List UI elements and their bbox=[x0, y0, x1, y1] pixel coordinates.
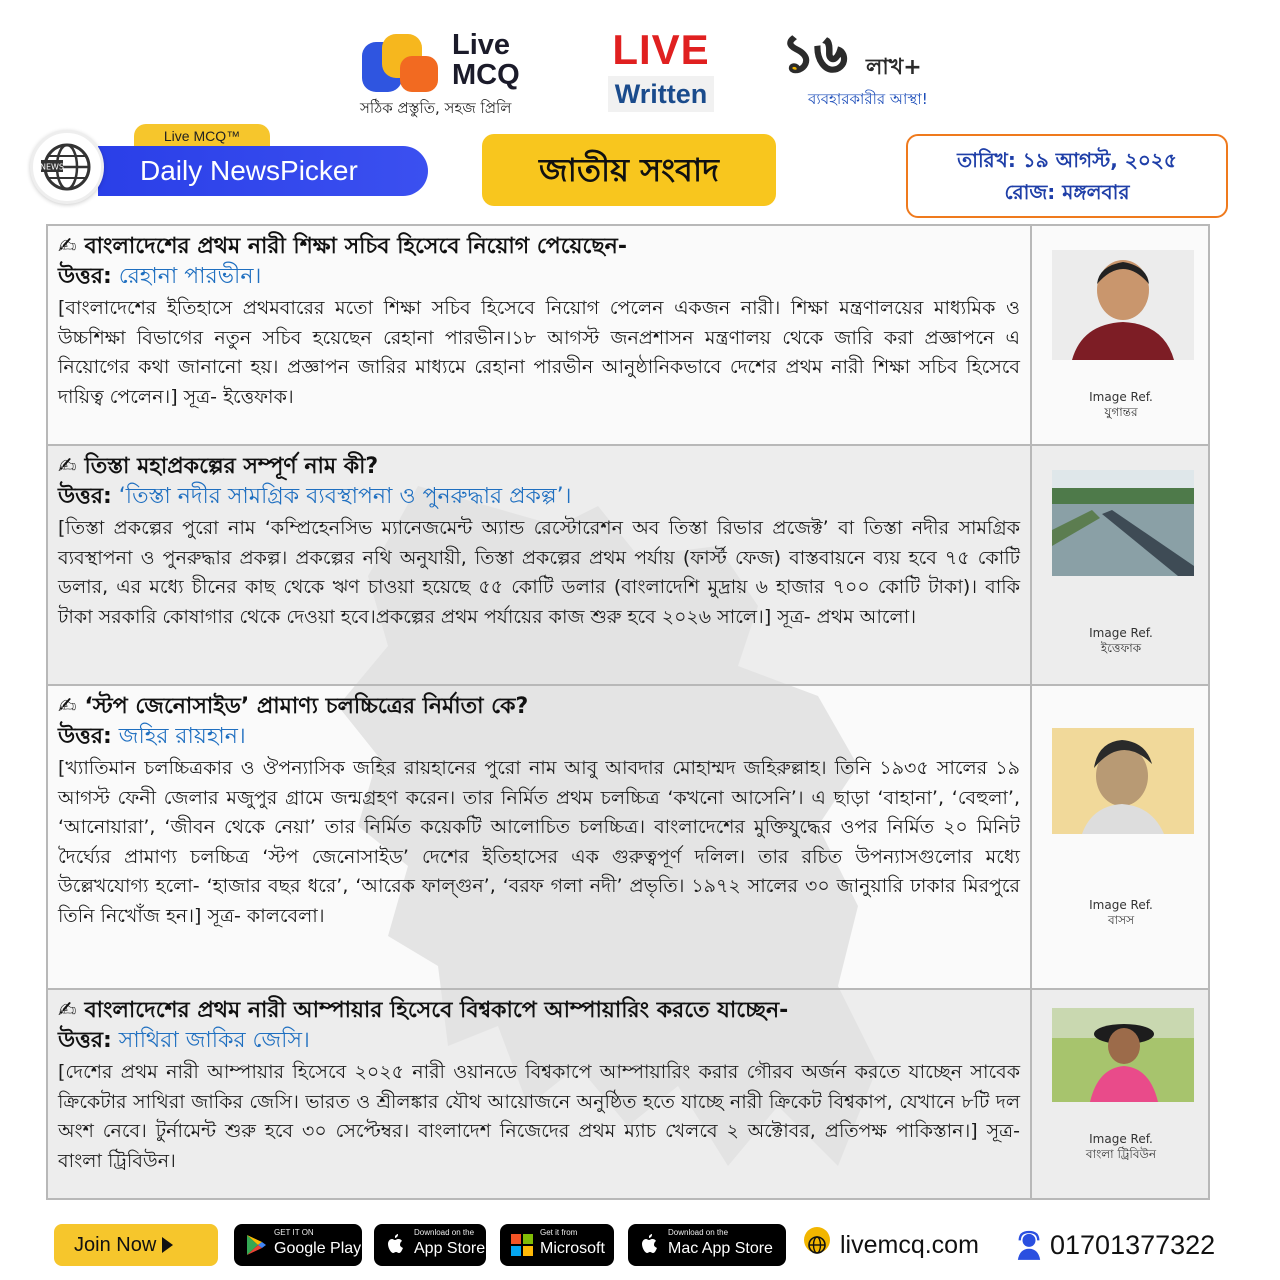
phone-number: 01701377322 bbox=[1050, 1230, 1216, 1260]
news-item-4 bbox=[48, 990, 1208, 1200]
news-item-3 bbox=[48, 686, 1208, 990]
users-count-badge bbox=[782, 26, 962, 116]
image-ref: Image Ref. ইত্তেফাক bbox=[1089, 626, 1153, 655]
section-title: জাতীয় সংবাদ bbox=[482, 134, 776, 206]
news-explanation: [তিস্তা প্রকল্পের পুরো নাম ‘কম্প্রিহেনসিভ ম্যানেজমেন্ট অ্যান্ড রেস্টোরেশন অব তিস্তা রিভার প্রজেক্ট’ বা তিস্তা নদীর সামগ্রিক ব্যবস্থাপনা ও পুনরুদ্ধার প্রকল্প। প্রকল্পের নথি অনুযায়ী, তিস্তা প্রকল্পের প্রথম পর্যায় (ফার্স্ট ফেজ) বাস্তবায়নে ব্যয় হবে ৭৫ কোটি ডলার, এর মধ্যে চীনের কাছ থেকে ঋণ চাওয়া হয়েছে ৫৫ কোটি ডলার (বাংলাদেশি মুদ্রায় ৬ হাজার ৭০০ কোটি টাকা)। বাকি টাকা সরকারি কোষাগার থেকে দেওয়া হবে।প্রকল্পের প্রথম পর্যায়ের কাজ শুরু হবে ২০২৬ সালে।] সূত্র- প্রথম আলো। bbox=[58, 517, 1020, 628]
image-ref: Image Ref. যুগান্তর bbox=[1089, 390, 1153, 419]
apple-icon bbox=[384, 1233, 408, 1257]
news-question: ✍ বাংলাদেশের প্রথম নারী শিক্ষা সচিব হিসেবে নিয়োগ পেয়েছেন- bbox=[58, 232, 1020, 262]
rehana-parvin-photo bbox=[1052, 250, 1194, 360]
news-explanation: [খ্যাতিমান চলচ্চিত্রকার ও ঔপন্যাসিক জহির রায়হানের পুরো নাম আবু আবদার মোহাম্মদ জহিরুল্লাহ। তিনি ১৯৩৫ সালের ১৯ আগস্ট ফেনী জেলার মজুপুর গ্রামে জন্মগ্রহণ করেন। তার নির্মিত প্রথম চলচ্চিত্র ‘কখনো আসেনি’। এ ছাড়া ‘বাহানা’, ‘বেহুলা’, ‘আনোয়ারা’, ‘জীবন থেকে নেয়া’ তার নির্মিত কয়েকটি আলোচিত চলচ্চিত্র। বাংলাদেশের মুক্তিযুদ্ধের ওপর নির্মিত ২০ মিনিট দৈর্ঘ্যের প্রামাণ্য চলচ্চিত্র ‘স্টপ জেনোসাইড’ দেশের ইতিহাসের এক গুরুত্বপূর্ণ দলিল। তার রচিত উপন্যাসগুলোর মধ্যে উল্লেখযোগ্য হলো- ‘হাজার বছর ধরে’, ‘আরেক ফাল্গুন’, ‘বরফ গলা নদী’ প্রভৃতি। ১৯৭২ সালের ৩০ জানুয়ারি ঢাকার মিরপুরে তিনি নিখোঁজ হন।] সূত্র- কালবেলা। bbox=[58, 757, 1020, 927]
image-ref: Image Ref. বাসস bbox=[1089, 898, 1153, 927]
news-question: ✍ ‘স্টপ জেনোসাইড’ প্রামাণ্য চলচ্চিত্রের নির্মাতা কে? bbox=[58, 692, 1020, 722]
globe-news-icon bbox=[30, 130, 104, 204]
livemcq-logo-icon bbox=[360, 32, 440, 94]
apple-icon bbox=[638, 1233, 662, 1257]
news-explanation: [বাংলাদেশের ইতিহাসে প্রথমবারের মতো শিক্ষা সচিব হিসেবে নিয়োগ পেলেন একজন নারী। শিক্ষা মন্ত্রণালয়ের মাধ্যমিক ও উচ্চশিক্ষা বিভাগের নতুন সচিব হয়েছেন রেহানা পারভীন।১৮ আগস্ট জনপ্রশাসন মন্ত্রণালয় থেকে জারি করা প্রজ্ঞাপনে এ নিয়োগের কথা জানানো হয়। প্রজ্ঞাপন জারির মাধ্যমে রেহানা পারভীন আনুষ্ঠানিকভাবে দেশের প্রথম নারী শিক্ষা সচিব হিসেবে দায়িত্ব পেলেন।] সূত্র- ইত্তেফাক। bbox=[58, 297, 1020, 408]
brand-name-line1: Live bbox=[452, 29, 511, 61]
live-written-badge bbox=[608, 28, 714, 116]
sathira-jakir-jesy-photo bbox=[1052, 1008, 1194, 1102]
writing-hand-icon: ✍ bbox=[58, 454, 77, 479]
news-answer: উত্তর: রেহানা পারভীন। bbox=[58, 264, 262, 289]
image-ref: Image Ref. বাংলা ট্রিবিউন bbox=[1085, 1132, 1157, 1161]
brand-tagline: সঠিক প্রস্তুতি, সহজ প্রিলি bbox=[360, 99, 512, 117]
website-text: livemcq.com bbox=[840, 1231, 979, 1259]
live-label: LIVE bbox=[612, 26, 710, 73]
livemcq-wordmark bbox=[452, 30, 520, 90]
news-answer: উত্তর: জহির রায়হান। bbox=[58, 724, 246, 749]
news-answer: উত্তর: ‘তিস্তা নদীর সামগ্রিক ব্যবস্থাপনা ও পুনরুদ্ধার প্রকল্প’। bbox=[58, 484, 572, 509]
date-box bbox=[906, 134, 1228, 218]
news-item-1 bbox=[48, 226, 1208, 446]
join-now-button[interactable] bbox=[54, 1224, 218, 1266]
website-link[interactable] bbox=[804, 1222, 979, 1268]
google-play-icon bbox=[244, 1233, 268, 1257]
news-question: ✍ বাংলাদেশের প্রথম নারী আম্পায়ার হিসেবে বিশ্বকাপে আম্পায়ারিং করতে যাচ্ছেন- bbox=[58, 996, 1020, 1026]
users-caption: ব্যবহারকারীর আস্থা! bbox=[808, 90, 928, 108]
mac-app-store-button[interactable]: Download on the Mac App Store bbox=[628, 1224, 786, 1266]
windows-icon bbox=[510, 1233, 534, 1257]
date-line: তারিখ: ১৯ আগস্ট, ২০২৫ bbox=[957, 148, 1177, 172]
support-agent-icon bbox=[1016, 1230, 1042, 1260]
users-unit: লাখ+ bbox=[866, 55, 922, 80]
zahir-raihan-photo bbox=[1052, 728, 1194, 834]
livemcq-brand bbox=[358, 30, 548, 120]
users-count: ১৬ bbox=[782, 25, 847, 83]
brand-name-line2: MCQ bbox=[452, 59, 520, 91]
news-explanation: [দেশের প্রথম নারী আম্পায়ার হিসেবে ২০২৫ নারী ওয়ানডে বিশ্বকাপে আম্পায়ারিং করার গৌরব অর্জন করতে যাচ্ছেন সাবেক ক্রিকেটার সাথিরা জাকির জেসি। ভারত ও শ্রীলঙ্কার যৌথ আয়োজনে অনুষ্ঠিত হতে যাচ্ছে নারী ক্রিকেট বিশ্বকাপ, যেখানে ৮টি দল অংশ নেবে। টুর্নামেন্ট শুরু হবে ৩০ সেপ্টেম্বর। বাংলাদেশ নিজেদের প্রথম ম্যাচ খেলবে ২ অক্টোবর, প্রতিপক্ষ পাকিস্তান।] সূত্র- বাংলা ট্রিবিউন। bbox=[58, 1061, 1020, 1172]
writing-hand-icon: ✍ bbox=[58, 694, 77, 719]
microsoft-store-button[interactable]: Get it from Microsoft bbox=[500, 1224, 614, 1266]
app-store-button[interactable]: Download on the App Store bbox=[374, 1224, 486, 1266]
play-arrow-icon bbox=[162, 1237, 173, 1253]
phone-contact[interactable] bbox=[1016, 1222, 1215, 1268]
globe-icon bbox=[804, 1227, 830, 1253]
news-answer: উত্তর: সাথিরা জাকির জেসি। bbox=[58, 1028, 310, 1053]
footer-bar bbox=[52, 1222, 1232, 1268]
news-question: ✍ তিস্তা মহাপ্রকল্পের সম্পূর্ণ নাম কী? bbox=[58, 452, 1020, 482]
google-play-button[interactable]: GET IT ON Google Play bbox=[234, 1224, 362, 1266]
svg-text:NEWS: NEWS bbox=[39, 162, 65, 172]
daily-newspicker-logo bbox=[30, 124, 402, 210]
news-board bbox=[46, 224, 1210, 1200]
newspicker-title: Daily NewsPicker bbox=[98, 146, 428, 196]
written-label: Written bbox=[608, 76, 714, 112]
newspicker-top-label: Live MCQ™ bbox=[134, 124, 270, 148]
join-now-label: Join Now bbox=[74, 1234, 157, 1256]
day-line: রোজ: মঙ্গলবার bbox=[1004, 180, 1130, 204]
news-item-2 bbox=[48, 446, 1208, 686]
writing-hand-icon: ✍ bbox=[58, 234, 77, 259]
writing-hand-icon: ✍ bbox=[58, 998, 77, 1023]
teesta-barrage-photo bbox=[1052, 470, 1194, 576]
